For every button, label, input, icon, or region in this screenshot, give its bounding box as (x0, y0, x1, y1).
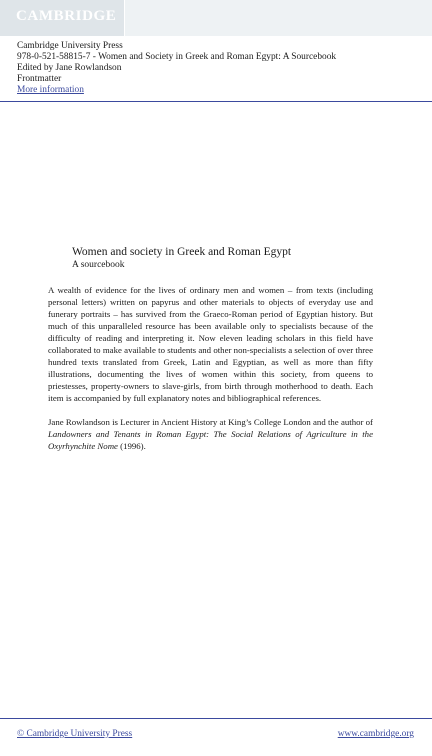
publisher-name: Cambridge University Press (17, 41, 123, 51)
body-text (48, 284, 373, 464)
copyright-link[interactable]: © Cambridge University Press (17, 729, 133, 739)
footer-divider (0, 718, 432, 719)
bio-book-title: Landowners and Tenants in Roman Egypt: The Social Relations of Agriculture in the Oxyrhynchite Nome (48, 429, 373, 451)
publisher-logo (0, 0, 125, 36)
page-title: Women and society in Greek and Roman Egypt (72, 246, 292, 258)
header-divider (0, 101, 432, 102)
section-label: Frontmatter (17, 74, 62, 84)
author-bio-paragraph (48, 416, 373, 452)
bio-prefix: Jane Rowlandson is Lecturer in Ancient History at King’s College London and the author of (48, 417, 373, 427)
logo-text: CAMBRIDGE (16, 8, 117, 24)
book-metadata (17, 41, 336, 96)
website-link[interactable]: www.cambridge.org (337, 729, 414, 739)
isbn-title: 978-0-521-58815-7 - Women and Society in Greek and Roman Egypt: A Sourcebook (17, 52, 337, 62)
editor-line: Edited by Jane Rowlandson (17, 63, 122, 73)
page-subtitle: A sourcebook (72, 260, 125, 270)
more-information-link[interactable]: More information (17, 85, 84, 95)
description-paragraph: A wealth of evidence for the lives of ordinary men and women – from texts (including personal letters) written on papyrus and other materials to objects of everyday use and funerary portraits – has survived from the Graeco-Roman period of Egyptian history. But much of this unparalleled resource has been available only to specialists because of the difficulty of reading and interpreting it. Now eleven leading scholars in this field have collaborated to make available to students and other non-specialists a selection of over three hundred texts translated from Greek, Latin and Egyptian, as well as more than fifty illustrations, documenting the lives of women within this society, from queens to priestesses, property-owners to slave-girls, from birth through motherhood to death. Each item is accompanied by full explanatory notes and bibliographical references. (48, 285, 373, 403)
bio-suffix: (1996). (117, 441, 146, 451)
